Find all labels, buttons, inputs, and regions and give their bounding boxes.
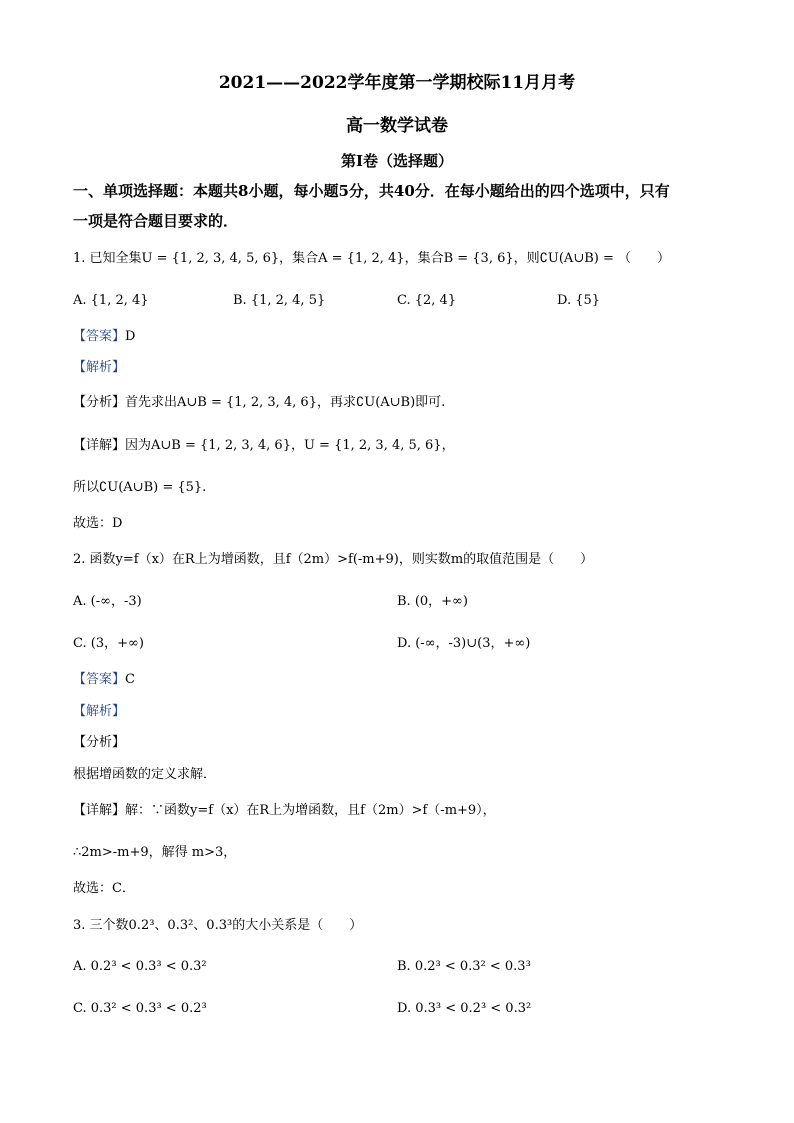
detail-tag: 【详解】 xyxy=(73,438,126,453)
q1-option-d: D. {5} xyxy=(557,293,601,308)
q1-fenxi-row xyxy=(73,394,445,412)
q3-option-b: B. 0.2³ < 0.3² < 0.3³ xyxy=(397,959,531,974)
detail-tag: 【详解】 xyxy=(73,803,126,818)
answer-tag: 【答案】 xyxy=(73,329,126,344)
q1-answer-row xyxy=(73,328,135,346)
q1-option-b: B. {1, 2, 4, 5} xyxy=(233,293,326,308)
q1-detail: 因为A∪B = {1, 2, 3, 4, 6}，U = {1, 2, 3, 4, 5, 6}， xyxy=(125,438,455,453)
q1-option-c: C. {2, 4} xyxy=(397,293,457,308)
q1-analysis-tag: 【解析】 xyxy=(73,360,126,375)
q2-option-b: B. (0，+∞) xyxy=(397,594,468,609)
q3-stem: 3. 三个数0.2³、0.3²、0.3³的大小关系是（ ） xyxy=(73,918,363,933)
q2-fenxi: 根据增函数的定义求解． xyxy=(73,767,217,782)
q3-option-d: D. 0.3³ < 0.2³ < 0.3² xyxy=(397,1001,532,1016)
q2-stem: 2. 函数y=f（x）在R上为增函数，且f（2m）>f(-m+9)，则实数m的取值范围是（ ） xyxy=(73,552,594,567)
q2-option-a: A. (-∞，-3) xyxy=(73,594,142,609)
q3-option-c: C. 0.3² < 0.3³ < 0.2³ xyxy=(73,1001,207,1016)
q2-answer: C xyxy=(125,672,135,687)
part-heading: 第I卷（选择题） xyxy=(340,152,454,170)
q1-fenxi: 首先求出A∪B = {1, 2, 3, 4, 6}，再求∁U(A∪B)即可. xyxy=(125,395,446,410)
q1-detail-row xyxy=(73,437,455,455)
q1-conclusion: 所以∁U(A∪B) = {5}. xyxy=(73,480,207,495)
answer-tag: 【答案】 xyxy=(73,672,126,687)
q2-detail-row xyxy=(73,802,496,820)
q2-option-c: C. (3，+∞) xyxy=(73,636,144,651)
exam-title: 2021——2022学年度第一学期校际11月月考 xyxy=(218,73,576,93)
section-heading-line2: 一项是符合题目要求的． xyxy=(73,212,239,230)
section-heading-line1: 一、单项选择题：本题共8小题，每小题5分，共40分．在每小题给出的四个选项中，只有 xyxy=(73,182,670,200)
q2-fenxi-tag: 【分析】 xyxy=(73,735,126,750)
fenxi-tag: 【分析】 xyxy=(73,395,126,410)
q1-option-a: A. {1, 2, 4} xyxy=(73,293,149,308)
q3-option-a: A. 0.2³ < 0.3³ < 0.3² xyxy=(73,959,207,974)
q2-detail: 解：∵函数y=f（x）在R上为增函数，且f（2m）>f（-m+9）， xyxy=(125,803,496,818)
q2-choose: 故选：C． xyxy=(73,881,135,896)
q1-choose: 故选：D xyxy=(73,516,123,531)
q2-answer-row xyxy=(73,671,135,689)
q2-conclusion: ∴2m>-m+9，解得 m>3， xyxy=(73,845,237,860)
q2-analysis-tag: 【解析】 xyxy=(73,704,126,719)
exam-subtitle: 高一数学试卷 xyxy=(346,116,448,136)
q2-option-d: D. (-∞，-3)∪(3，+∞) xyxy=(397,636,531,651)
q1-answer: D xyxy=(125,329,136,344)
q1-stem: 1. 已知全集U = {1, 2, 3, 4, 5, 6}，集合A = {1, 2, 4}，集合B = {3, 6}，则∁U(A∪B) = （ ） xyxy=(73,251,670,266)
